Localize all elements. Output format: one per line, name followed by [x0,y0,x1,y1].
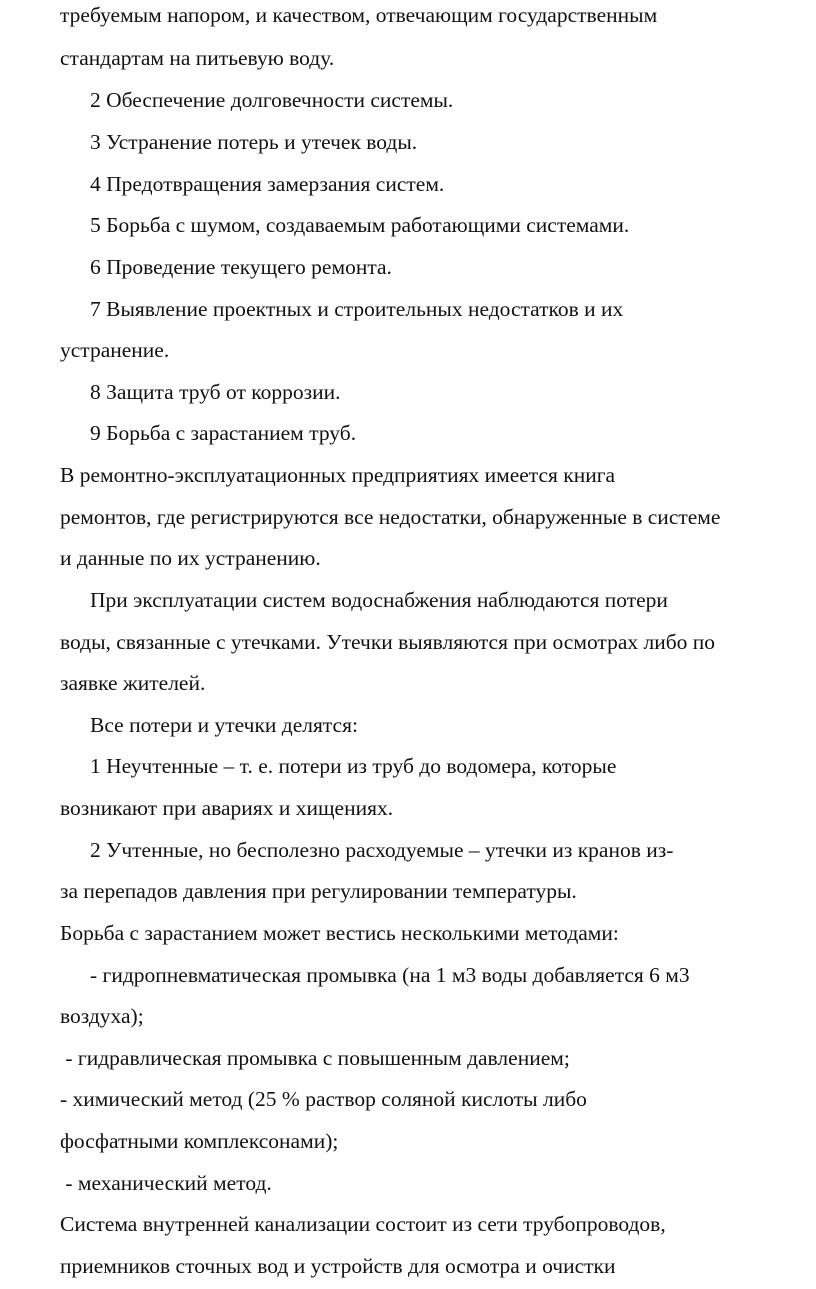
text-line-03: 2 Обеспечение долговечности системы. [90,88,454,112]
text-line-23: Борьба с зарастанием может вестись несколькими методами: [60,921,619,945]
text-line-15: При эксплуатации систем водоснабжения наблюдаются потери [90,588,668,612]
text-line-29: - механический метод. [60,1171,272,1195]
text-line-31: приемников сточных вод и устройств для осмотра и очистки [60,1254,616,1278]
text-line-19: 1 Неучтенные – т. е. потери из труб до водомера, которые [90,754,617,778]
text-line-18: Все потери и утечки делятся: [90,713,358,737]
text-line-04: 3 Устранение потерь и утечек воды. [90,130,418,154]
text-line-25: воздуха); [60,1004,144,1028]
text-line-06: 5 Борьба с шумом, создаваемым работающими системами. [90,213,630,237]
text-line-02: стандартам на питьевую воду. [60,46,335,70]
text-line-07: 6 Проведение текущего ремонта. [90,255,392,279]
text-line-13: ремонтов, где регистрируются все недостатки, обнаруженные в системе [60,505,721,529]
text-line-26: - гидравлическая промывка с повышенным давлением; [60,1046,570,1070]
text-line-30: Система внутренней канализации состоит из сети трубопроводов, [60,1212,666,1236]
text-line-09: устранение. [60,338,170,362]
text-line-16: воды, связанные с утечками. Утечки выявляются при осмотрах либо по [60,630,716,654]
text-line-12: В ремонтно-эксплуатационных предприятиях имеется книга [60,463,616,487]
text-line-01: требуемым напором, и качеством, отвечающим государственным [60,3,658,27]
text-line-08: 7 Выявление проектных и строительных недостатков и их [90,297,624,321]
text-line-20: возникают при авариях и хищениях. [60,796,394,820]
text-line-22: за перепадов давления при регулировании температуры. [60,879,577,903]
text-line-21: 2 Учтенные, но бесполезно расходуемые – утечки из кранов из- [90,838,674,862]
text-line-27: - химический метод (25 % раствор соляной кислоты либо [60,1087,587,1111]
text-line-24: - гидропневматическая промывка (на 1 м3 воды добавляется 6 м3 [90,963,690,987]
text-line-17: заявке жителей. [60,671,206,695]
text-line-28: фосфатными комплексонами); [60,1129,339,1153]
text-line-05: 4 Предотвращения замерзания систем. [90,172,445,196]
text-line-10: 8 Защита труб от коррозии. [90,380,341,404]
text-line-14: и данные по их устранению. [60,546,321,570]
text-line-11: 9 Борьба с зарастанием труб. [90,421,357,445]
